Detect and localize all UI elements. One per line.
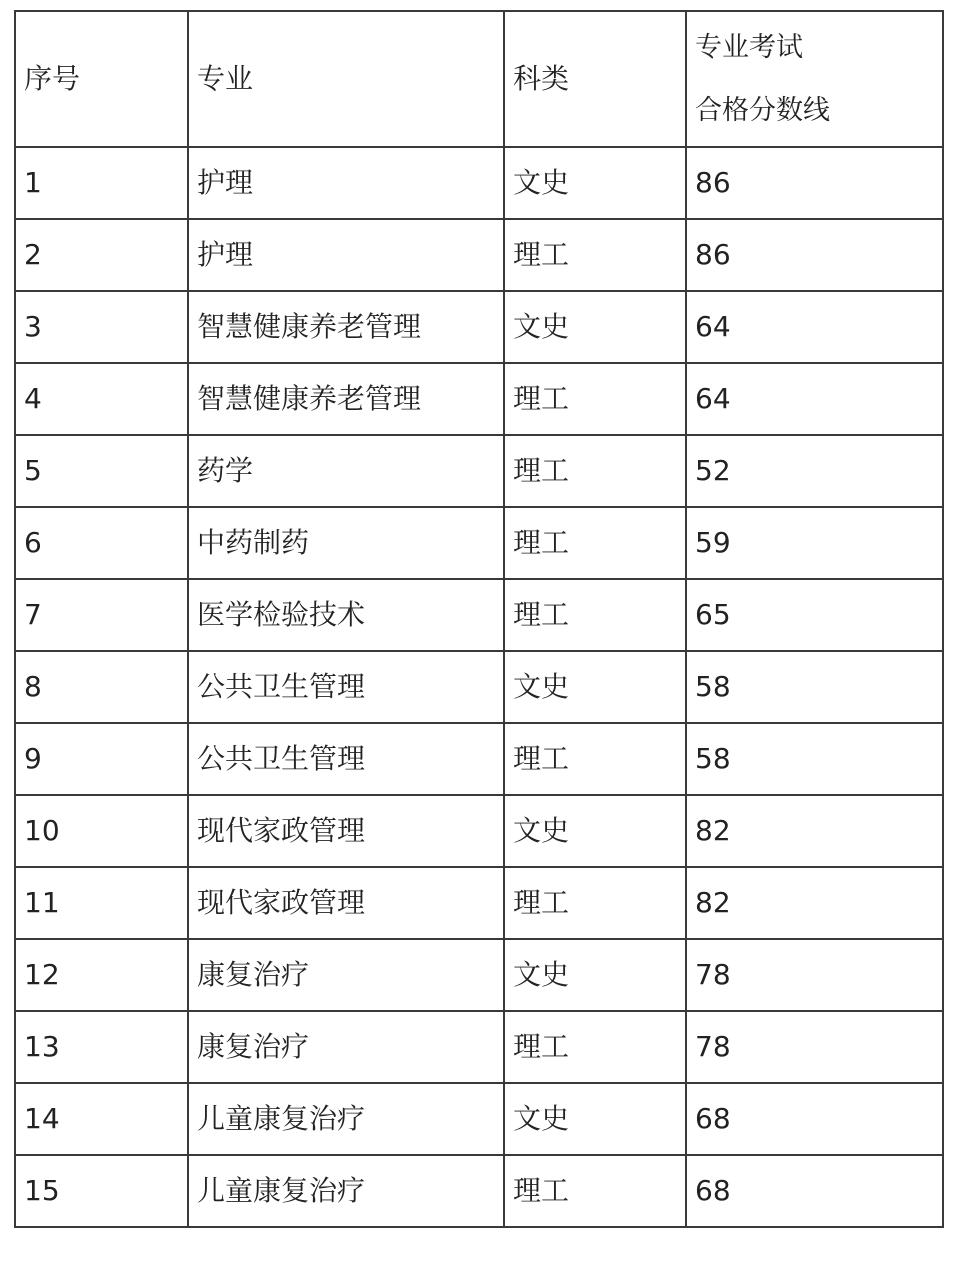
table-row <box>15 435 943 507</box>
header-major: 专业 <box>188 11 504 147</box>
cell-index: 14 <box>15 1083 188 1155</box>
cell-index: 3 <box>15 291 188 363</box>
cell-major: 智慧健康养老管理 <box>188 363 504 435</box>
table-row <box>15 939 943 1011</box>
cell-index: 15 <box>15 1155 188 1227</box>
cell-score: 68 <box>686 1155 943 1227</box>
cell-category: 理工 <box>504 507 686 579</box>
cell-category: 文史 <box>504 939 686 1011</box>
table-row <box>15 1011 943 1083</box>
cell-major: 智慧健康养老管理 <box>188 291 504 363</box>
table-row <box>15 147 943 219</box>
cell-category: 理工 <box>504 219 686 291</box>
table-header <box>15 11 943 147</box>
header-row <box>15 11 943 147</box>
cell-index: 13 <box>15 1011 188 1083</box>
cell-category: 文史 <box>504 651 686 723</box>
header-score-line2: 合格分数线 <box>695 95 830 126</box>
cell-index: 11 <box>15 867 188 939</box>
cell-score: 58 <box>686 651 943 723</box>
cell-score: 78 <box>686 1011 943 1083</box>
table-row <box>15 795 943 867</box>
cell-major: 儿童康复治疗 <box>188 1155 504 1227</box>
cell-score: 82 <box>686 867 943 939</box>
cell-major: 护理 <box>188 219 504 291</box>
cell-major: 现代家政管理 <box>188 795 504 867</box>
cell-index: 4 <box>15 363 188 435</box>
cell-score: 78 <box>686 939 943 1011</box>
table-row <box>15 579 943 651</box>
cell-score: 59 <box>686 507 943 579</box>
score-table <box>14 10 944 1228</box>
cell-major: 护理 <box>188 147 504 219</box>
cell-score: 58 <box>686 723 943 795</box>
cell-major: 医学检验技术 <box>188 579 504 651</box>
header-score-line1: 专业考试 <box>695 32 803 63</box>
cell-score: 64 <box>686 291 943 363</box>
table-row <box>15 867 943 939</box>
table-row <box>15 507 943 579</box>
table-row <box>15 1155 943 1227</box>
cell-major: 儿童康复治疗 <box>188 1083 504 1155</box>
cell-category: 理工 <box>504 1011 686 1083</box>
table-row <box>15 219 943 291</box>
cell-score: 68 <box>686 1083 943 1155</box>
cell-major: 现代家政管理 <box>188 867 504 939</box>
table-body <box>15 147 943 1227</box>
cell-category: 文史 <box>504 795 686 867</box>
cell-major: 康复治疗 <box>188 939 504 1011</box>
cell-score: 64 <box>686 363 943 435</box>
table-row <box>15 651 943 723</box>
cell-index: 10 <box>15 795 188 867</box>
cell-score: 82 <box>686 795 943 867</box>
cell-category: 理工 <box>504 723 686 795</box>
cell-index: 8 <box>15 651 188 723</box>
cell-index: 5 <box>15 435 188 507</box>
cell-index: 6 <box>15 507 188 579</box>
cell-index: 2 <box>15 219 188 291</box>
cell-major: 公共卫生管理 <box>188 723 504 795</box>
cell-score: 52 <box>686 435 943 507</box>
header-score <box>686 11 943 147</box>
cell-category: 理工 <box>504 1155 686 1227</box>
cell-category: 理工 <box>504 363 686 435</box>
cell-category: 理工 <box>504 435 686 507</box>
cell-major: 公共卫生管理 <box>188 651 504 723</box>
cell-index: 12 <box>15 939 188 1011</box>
cell-index: 9 <box>15 723 188 795</box>
table-row <box>15 723 943 795</box>
table-row <box>15 363 943 435</box>
cell-major: 中药制药 <box>188 507 504 579</box>
header-index: 序号 <box>15 11 188 147</box>
cell-major: 康复治疗 <box>188 1011 504 1083</box>
cell-category: 理工 <box>504 579 686 651</box>
table-row <box>15 291 943 363</box>
cell-score: 86 <box>686 219 943 291</box>
cell-category: 文史 <box>504 147 686 219</box>
cell-index: 1 <box>15 147 188 219</box>
header-category: 科类 <box>504 11 686 147</box>
table-row <box>15 1083 943 1155</box>
cell-category: 理工 <box>504 867 686 939</box>
cell-score: 86 <box>686 147 943 219</box>
cell-major: 药学 <box>188 435 504 507</box>
cell-index: 7 <box>15 579 188 651</box>
cell-score: 65 <box>686 579 943 651</box>
cell-category: 文史 <box>504 1083 686 1155</box>
cell-category: 文史 <box>504 291 686 363</box>
